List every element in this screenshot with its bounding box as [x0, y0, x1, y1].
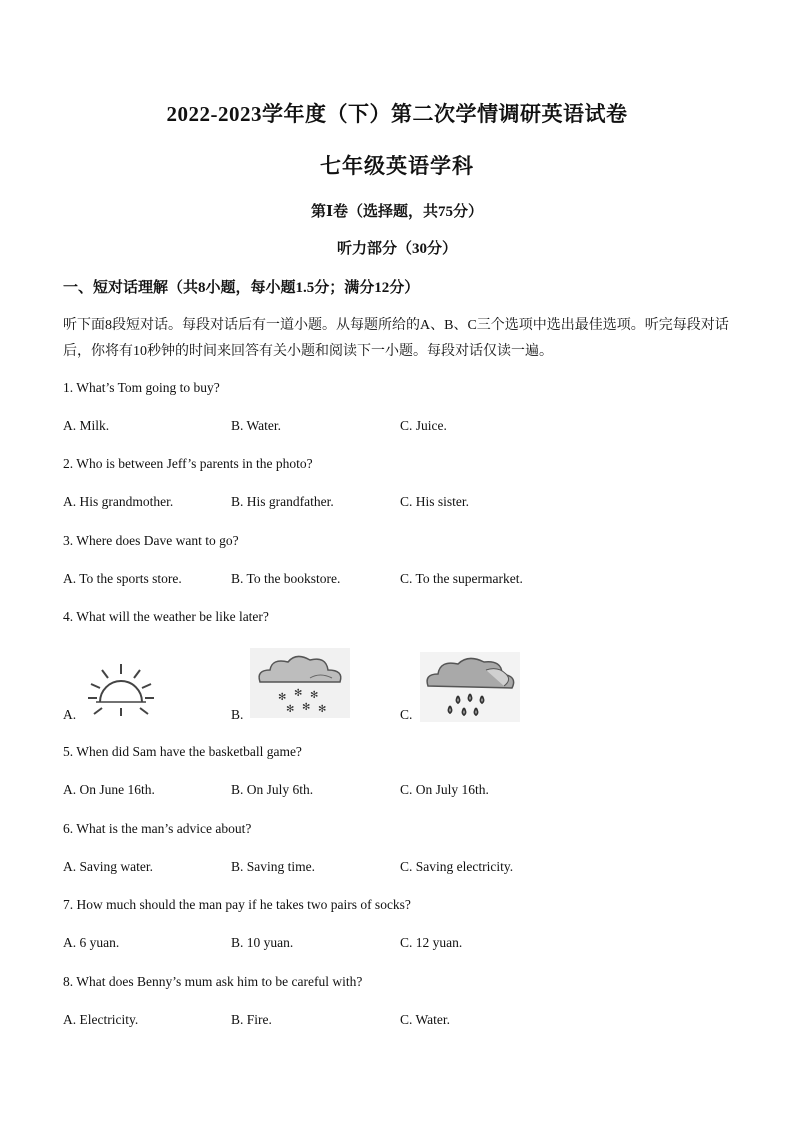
question-1-option-b[interactable]: B. Water. — [231, 418, 282, 433]
section-heading: 一、短对话理解（共8小题，每小题1.5分；满分12分） — [63, 280, 420, 296]
question-6-option-b[interactable]: B. Saving time. — [231, 859, 315, 874]
question-7: 7. How much should the man pay if he takes two pairs of socks? — [63, 897, 411, 912]
question-4: 4. What will the weather be like later? — [63, 609, 269, 624]
question-8-option-b[interactable]: B. Fire. — [231, 1012, 272, 1027]
snow-cloud-icon[interactable] — [250, 648, 350, 718]
svg-text:✻: ✻ — [310, 690, 319, 701]
question-8-option-c[interactable]: C. Water. — [400, 1012, 451, 1027]
exam-subtitle: 七年级英语学科 — [320, 154, 474, 178]
question-4-option-c[interactable]: C. — [400, 707, 413, 722]
question-2-option-a[interactable]: A. His grandmother. — [63, 494, 174, 509]
svg-text:✻: ✻ — [286, 704, 295, 715]
volume-heading: 第Ⅰ卷（选择题，共75分） — [310, 204, 484, 220]
question-8: 8. What does Benny’s mum ask him to be careful with? — [63, 974, 363, 989]
question-7-option-b[interactable]: B. 10 yuan. — [231, 935, 294, 950]
question-2-option-c[interactable]: C. His sister. — [400, 494, 470, 509]
svg-text:✻: ✻ — [302, 702, 311, 713]
question-3: 3. Where does Dave want to go? — [63, 533, 239, 548]
rain-cloud-icon[interactable] — [420, 652, 520, 722]
question-5-option-b[interactable]: B. On July 6th. — [231, 782, 314, 797]
question-5-option-a[interactable]: A. On June 16th. — [63, 782, 155, 797]
question-4-option-a[interactable]: A. — [63, 707, 77, 722]
exam-title: 2022-2023学年度（下）第二次学情调研英语试卷 — [166, 102, 628, 126]
question-6-option-c[interactable]: C. Saving electricity. — [400, 859, 514, 874]
listening-part-heading: 听力部分（30分） — [336, 241, 457, 257]
question-5-option-c[interactable]: C. On July 16th. — [400, 782, 489, 797]
svg-text:✻: ✻ — [318, 704, 327, 715]
svg-text:✻: ✻ — [294, 688, 303, 699]
question-8-option-a[interactable]: A. Electricity. — [63, 1012, 139, 1027]
question-6-option-a[interactable]: A. Saving water. — [63, 859, 153, 874]
question-5: 5. When did Sam have the basketball game? — [63, 744, 302, 759]
svg-text:✻: ✻ — [278, 692, 287, 703]
sun-icon[interactable] — [86, 658, 156, 718]
question-1-option-a[interactable]: A. Milk. — [63, 418, 110, 433]
question-4-option-b[interactable]: B. — [231, 707, 244, 722]
question-6: 6. What is the man’s advice about? — [63, 821, 252, 836]
question-1: 1. What’s Tom going to buy? — [63, 380, 220, 395]
question-2: 2. Who is between Jeff’s parents in the photo? — [63, 456, 313, 471]
question-7-option-a[interactable]: A. 6 yuan. — [63, 935, 120, 950]
question-1-option-c[interactable]: C. Juice. — [400, 418, 447, 433]
question-2-option-b[interactable]: B. His grandfather. — [231, 494, 334, 509]
section-instructions: 听下面8段短对话。每段对话后有一道小题。从每题所给的A、B、C三个选项中选出最佳选项。听完每段对话后，你将有10秒钟的时间来回答有关小题和阅读下一小题。每段对话仅读一遍。 — [63, 318, 729, 359]
question-3-option-c[interactable]: C. To the supermarket. — [400, 571, 523, 586]
question-3-option-b[interactable]: B. To the bookstore. — [231, 571, 341, 586]
question-7-option-c[interactable]: C. 12 yuan. — [400, 935, 463, 950]
question-3-option-a[interactable]: A. To the sports store. — [63, 571, 182, 586]
